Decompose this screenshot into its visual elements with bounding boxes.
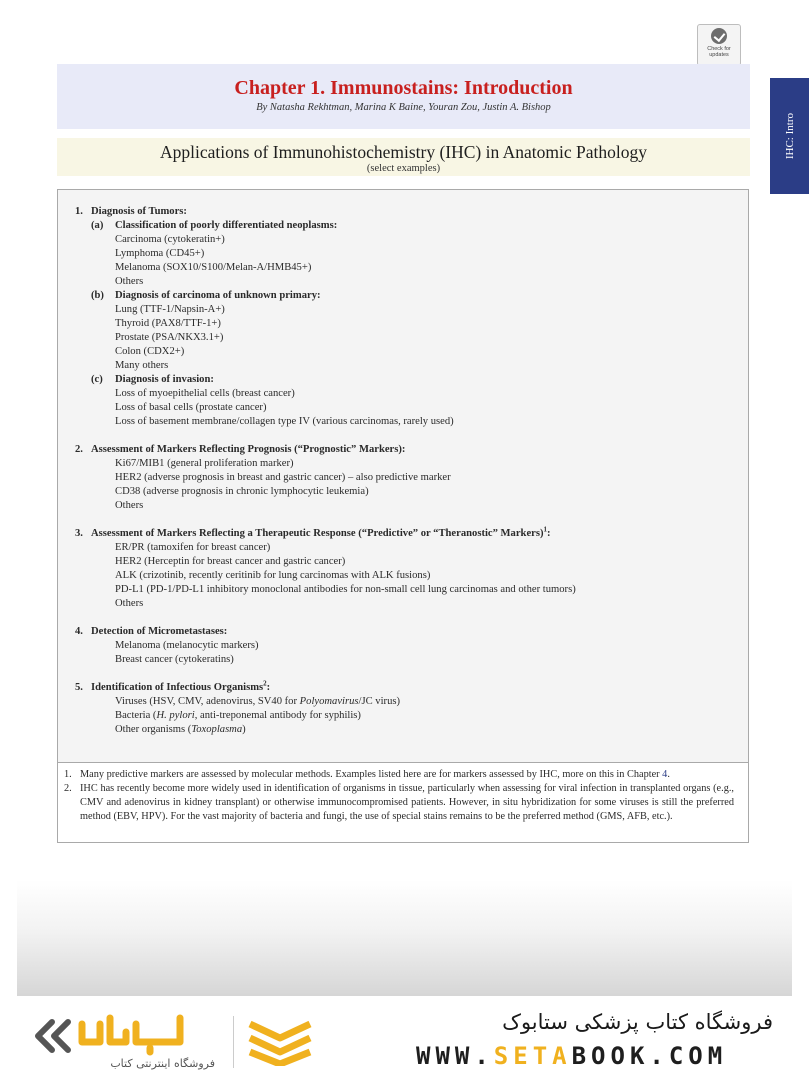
section-number: 4. bbox=[75, 626, 83, 637]
footnote-end: . bbox=[667, 769, 670, 780]
item-text: , anti-treponemal antibody for syphilis) bbox=[194, 710, 361, 721]
item-italic: Polyomavirus bbox=[299, 696, 359, 707]
section-heading bbox=[75, 681, 738, 695]
list-item: ALK (crizotinib, recently ceritinib for lung carcinomas with ALK fusions) bbox=[115, 570, 431, 581]
footnote-ref[interactable]: 2 bbox=[263, 679, 267, 688]
subsection-heading-text: Classification of poorly differentiated neoplasms: bbox=[115, 220, 338, 231]
list-item: ER/PR (tamoxifen for breast cancer) bbox=[115, 542, 271, 553]
list-item: Thyroid (PAX8/TTF-1+) bbox=[115, 318, 221, 329]
item-text: /JC virus) bbox=[358, 696, 401, 707]
setabook-logo bbox=[30, 1012, 220, 1072]
list-item: Lung (TTF-1/Napsin-A+) bbox=[115, 304, 225, 315]
section-predictive-markers bbox=[75, 527, 738, 611]
section-heading-text: Detection of Micrometastases: bbox=[91, 626, 228, 637]
footnote-text: IHC has recently become more widely used in identification of organisms in tissue, particularly when assessing for viral infection in transplanted organs (e.g., CMV and adenovirus in kidney transplant) or otherwise immunocompromised patients. However, in situ hybridization for some viruses is still the preferred method (EBV, HPV). For the vast majority of bacteria and fungi, the use of special stains remains to be the preferred method (GMS, AFB, etc.). bbox=[80, 783, 734, 822]
footnote-ref[interactable]: 1 bbox=[543, 525, 548, 534]
section-heading bbox=[75, 205, 738, 219]
section-heading-text: Diagnosis of Tumors: bbox=[91, 206, 187, 217]
list-item: Loss of myoepithelial cells (breast cancer) bbox=[115, 388, 295, 399]
page-bottom-shadow bbox=[17, 880, 792, 996]
list-item: Prostate (PSA/NKX3.1+) bbox=[115, 332, 224, 343]
heading-colon: : bbox=[266, 682, 271, 693]
section-heading bbox=[75, 443, 738, 457]
section-micrometastases bbox=[75, 625, 738, 667]
footnote-number: 1. bbox=[64, 769, 72, 780]
section-heading-text: Assessment of Markers Reflecting Prognosis (“Prognostic” Markers): bbox=[91, 444, 406, 455]
section-title: Applications of Immunohistochemistry (IHC) in Anatomic Pathology bbox=[159, 142, 648, 162]
footnotes bbox=[57, 763, 749, 843]
subsection-heading bbox=[75, 219, 738, 233]
footnote-2 bbox=[64, 782, 734, 824]
logo-subtitle: فروشگاه اینترنتی کتاب bbox=[110, 1057, 215, 1070]
check-updates-label-1: Check for bbox=[707, 46, 731, 52]
chapter-link[interactable]: 4 bbox=[662, 769, 668, 780]
subsection-heading-text: Diagnosis of carcinoma of unknown primary: bbox=[115, 290, 321, 301]
item-italic: Toxoplasma bbox=[191, 724, 243, 735]
section-header bbox=[57, 138, 750, 176]
applications-list bbox=[75, 205, 738, 751]
chapter-header bbox=[57, 64, 750, 129]
section-heading-text: Assessment of Markers Reflecting a Therapeutic Response (“Predictive” or “Theranostic” Markers) bbox=[91, 528, 544, 539]
url-part: WWW. bbox=[416, 1042, 494, 1070]
list-item: HER2 (adverse prognosis in breast and gastric cancer) – also predictive marker bbox=[115, 472, 451, 483]
store-url[interactable] bbox=[416, 1042, 727, 1070]
list-item: Colon (CDX2+) bbox=[115, 346, 185, 357]
check-updates-label-2: updates bbox=[709, 52, 729, 58]
book-chevron-icon bbox=[244, 1016, 316, 1066]
heading-colon: : bbox=[547, 528, 551, 539]
subsection-heading bbox=[75, 373, 738, 387]
list-item bbox=[75, 723, 738, 737]
check-for-updates-badge[interactable] bbox=[697, 24, 741, 66]
footnote-number: 2. bbox=[64, 783, 72, 794]
section-infectious-organisms bbox=[75, 681, 738, 737]
subsection-letter: (a) bbox=[91, 220, 104, 231]
footnote-body: Many predictive markers are assessed by molecular methods. Examples listed here are for markers assessed by IHC, more on this in Chapter bbox=[80, 769, 663, 780]
section-number: 2. bbox=[75, 444, 83, 455]
chapter-side-tab bbox=[770, 78, 809, 194]
list-item: Others bbox=[115, 500, 144, 511]
logo-divider bbox=[233, 1016, 234, 1068]
list-item: Breast cancer (cytokeratins) bbox=[115, 654, 234, 665]
section-number: 3. bbox=[75, 528, 83, 539]
list-item bbox=[75, 695, 738, 709]
list-item: CD38 (adverse prognosis in chronic lymphocytic leukemia) bbox=[115, 486, 369, 497]
list-item: Melanoma (melanocytic markers) bbox=[115, 640, 259, 651]
item-text: ) bbox=[242, 724, 246, 735]
subsection-heading-text: Diagnosis of invasion: bbox=[115, 374, 214, 385]
chapter-title: Chapter 1. Immunostains: Introduction bbox=[234, 77, 573, 99]
list-item: Loss of basal cells (prostate cancer) bbox=[115, 402, 267, 413]
list-item: Many others bbox=[115, 360, 169, 371]
subsection-letter: (b) bbox=[91, 290, 104, 301]
section-heading bbox=[75, 625, 738, 639]
item-text: Bacteria ( bbox=[115, 710, 157, 721]
list-item: PD-L1 (PD-1/PD-L1 inhibitory monoclonal antibodies for non-small cell lung carcinomas and other tumors) bbox=[115, 584, 576, 595]
list-item: Carcinoma (cytokeratin+) bbox=[115, 234, 225, 245]
chapter-authors: By Natasha Rekhtman, Marina K Baine, Youran Zou, Justin A. Bishop bbox=[256, 102, 551, 113]
section-diagnosis-of-tumors bbox=[75, 205, 738, 429]
store-name: فروشگاه کتاب پزشکی ستابوک bbox=[502, 1010, 773, 1034]
section-heading bbox=[75, 527, 738, 541]
check-updates-icon bbox=[711, 28, 727, 44]
list-item: Lymphoma (CD45+) bbox=[115, 248, 205, 259]
subsection-heading bbox=[75, 289, 738, 303]
item-text: Viruses (HSV, CMV, adenovirus, SV40 for bbox=[115, 696, 300, 707]
list-item: Ki67/MIB1 (general proliferation marker) bbox=[115, 458, 294, 469]
list-item: Loss of basement membrane/collagen type IV (various carcinomas, rarely used) bbox=[115, 416, 454, 427]
list-item: Others bbox=[115, 598, 144, 609]
url-highlight: SETA bbox=[493, 1042, 572, 1070]
item-italic: H. pylori bbox=[156, 710, 195, 721]
footnote-text bbox=[80, 768, 734, 782]
section-number: 1. bbox=[75, 206, 83, 217]
subsection-letter: (c) bbox=[91, 374, 103, 385]
section-prognostic-markers bbox=[75, 443, 738, 513]
list-item: Others bbox=[115, 276, 144, 287]
applications-box bbox=[57, 189, 749, 763]
list-item bbox=[75, 709, 738, 723]
section-heading-text: Identification of Infectious Organisms bbox=[91, 682, 264, 693]
footnote-1 bbox=[64, 768, 734, 782]
list-item: HER2 (Herceptin for breast cancer and gastric cancer) bbox=[115, 556, 346, 567]
list-item: Melanoma (SOX10/S100/Melan-A/HMB45+) bbox=[115, 262, 312, 273]
item-text: Other organisms ( bbox=[115, 724, 192, 735]
store-banner bbox=[0, 996, 809, 1080]
section-number: 5. bbox=[75, 682, 83, 693]
url-part: BOOK.COM bbox=[571, 1042, 728, 1070]
side-tab-label: IHC: Intro bbox=[783, 112, 796, 160]
section-subtitle: (select examples) bbox=[366, 163, 441, 174]
